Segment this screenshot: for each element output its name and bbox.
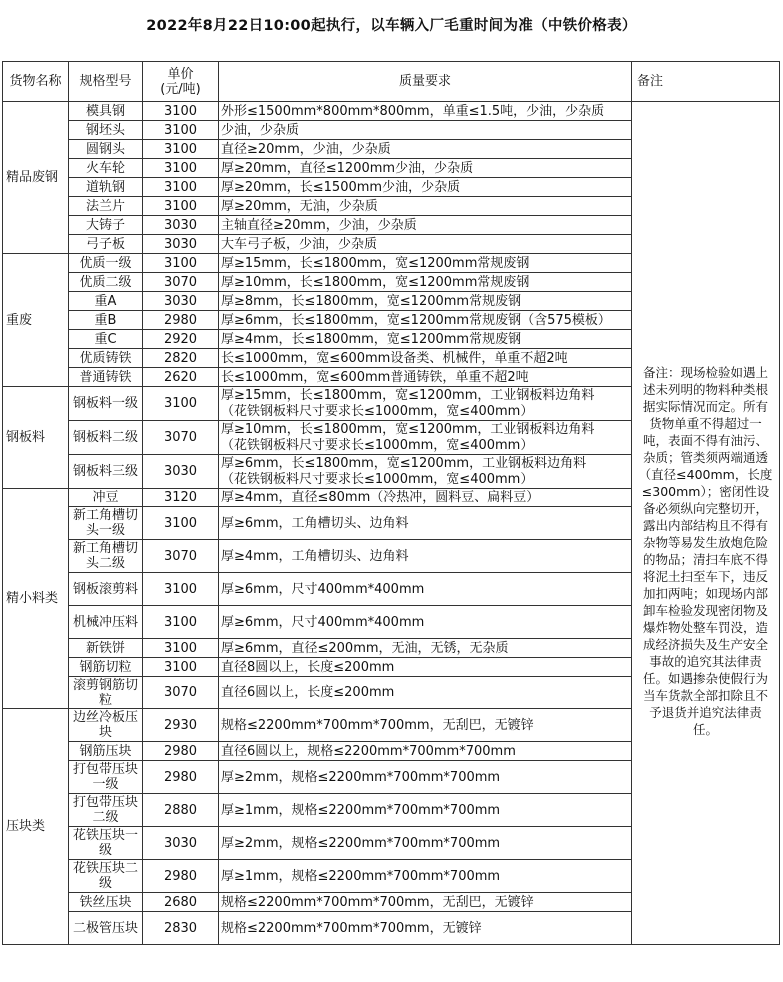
page-title: 2022年8月22日10:00起执行，以车辆入厂毛重时间为准（中铁价格表） [146,18,637,34]
spec-cell: 重A [69,292,143,311]
quality-cell: 规格≤2200mm*700mm*700mm，无镀锌 [219,912,632,945]
price-cell: 2980 [143,860,219,893]
quality-cell: 厚≥15mm，长≤1800mm，宽≤1200mm常规废钢 [219,254,632,273]
quality-cell: 直径6圆以上，长度≤200mm [219,677,632,709]
spec-cell: 边丝冷板压块 [69,709,143,742]
spec-cell: 新工角槽切头一级 [69,507,143,540]
quality-cell-note: （花铁钢板料尺寸要求长≤1000mm，宽≤400mm） [219,404,632,421]
spec-cell: 优质二级 [69,273,143,292]
category-cell: 钢板料 [3,387,69,489]
quality-cell: 主轴直径≥20mm，少油，少杂质 [219,216,632,235]
price-cell: 2880 [143,794,219,827]
quality-cell: 厚≥20mm，无油，少杂质 [219,197,632,216]
spec-cell: 钢板料三级 [69,455,143,489]
header-quality: 质量要求 [219,62,632,102]
spec-cell: 滚剪钢筋切粒 [69,677,143,709]
spec-cell: 大铸子 [69,216,143,235]
quality-cell-note: （花铁钢板料尺寸要求长≤1000mm，宽≤400mm） [219,438,632,455]
spec-cell: 重C [69,330,143,349]
spec-cell: 冲豆 [69,489,143,507]
header-goods-name: 货物名称 [3,62,69,102]
spec-cell: 优质铸铁 [69,349,143,368]
quality-cell: 厚≥2mm，规格≤2200mm*700mm*700mm [219,761,632,794]
price-cell: 2980 [143,761,219,794]
header-spec-model: 规格型号 [69,62,143,102]
spec-cell: 打包带压块二级 [69,794,143,827]
category-cell: 重废 [3,254,69,387]
quality-cell: 厚≥6mm，长≤1800mm，宽≤1200mm常规废钢（含575模板） [219,311,632,330]
quality-cell-note: （花铁钢板料尺寸要求长≤1000mm，宽≤400mm） [219,472,632,489]
price-cell: 3100 [143,102,219,121]
quality-cell: 少油，少杂质 [219,121,632,140]
price-cell: 2820 [143,349,219,368]
spec-cell: 新铁饼 [69,639,143,658]
quality-cell: 厚≥8mm，长≤1800mm，宽≤1200mm常规废钢 [219,292,632,311]
quality-cell: 厚≥2mm，规格≤2200mm*700mm*700mm [219,827,632,860]
remark-note: 备注：现场检验如遇上述未列明的物料种类根据实际情况而定。所有货物单重不得超过一吨，表面不得有油污、杂质；管类须两端通透（直径≤400mm，长度≤300mm）；密闭性设备必须纵向完整切开，露出内部结构且不得有杂物等易发生放炮危险的物品；清扫车底不得将泥土扫至车下，违反加扣两吨；如现场内部卸车检验发现密闭物及爆炸物处整车罚没，造成经济损失及生产安全事故的追究其法律责任。如遇掺杂使假行为当车货款全部扣除且不予退货并追究法律责任。 [632,102,780,945]
price-cell: 3030 [143,827,219,860]
spec-cell: 圆钢头 [69,140,143,159]
quality-cell: 大车弓子板，少油，少杂质 [219,235,632,254]
price-cell: 3120 [143,489,219,507]
price-cell: 2930 [143,709,219,742]
price-cell: 3100 [143,573,219,606]
price-cell: 2980 [143,311,219,330]
quality-cell: 规格≤2200mm*700mm*700mm，无刮巴，无镀锌 [219,893,632,912]
price-cell: 2620 [143,368,219,387]
spec-cell: 新工角槽切头二级 [69,540,143,573]
spec-cell: 弓子板 [69,235,143,254]
price-cell: 2830 [143,912,219,945]
price-cell: 3100 [143,159,219,178]
price-cell: 3070 [143,677,219,709]
spec-cell: 钢板料一级 [69,387,143,421]
price-cell: 2980 [143,742,219,761]
price-cell: 3100 [143,387,219,421]
price-cell: 3100 [143,658,219,677]
category-cell: 压块类 [3,709,69,945]
price-cell: 3100 [143,639,219,658]
spec-cell: 模具钢 [69,102,143,121]
quality-cell: 厚≥6mm，尺寸400mm*400mm [219,573,632,606]
header-remark: 备注 [632,62,780,102]
spec-cell: 火车轮 [69,159,143,178]
spec-cell: 道轨钢 [69,178,143,197]
spec-cell: 钢板滚剪料 [69,573,143,606]
quality-cell: 厚≥6mm，长≤1800mm，宽≤1200mm，工业钢板料边角料 [219,455,632,472]
quality-cell: 厚≥6mm，直径≤200mm，无油，无锈，无杂质 [219,639,632,658]
spec-cell: 重B [69,311,143,330]
quality-cell: 厚≥20mm，直径≤1200mm少油，少杂质 [219,159,632,178]
quality-cell: 直径8圆以上，长度≤200mm [219,658,632,677]
quality-cell: 厚≥10mm，长≤1800mm，宽≤1200mm，工业钢板料边角料 [219,421,632,438]
quality-cell: 直径6圆以上，规格≤2200mm*700mm*700mm [219,742,632,761]
price-cell: 2680 [143,893,219,912]
category-cell: 精品废钢 [3,102,69,254]
spec-cell: 普通铸铁 [69,368,143,387]
price-cell: 3030 [143,216,219,235]
quality-cell: 规格≤2200mm*700mm*700mm，无刮巴，无镀锌 [219,709,632,742]
quality-cell: 厚≥6mm，尺寸400mm*400mm [219,606,632,639]
spec-cell: 花铁压块一级 [69,827,143,860]
price-cell: 3100 [143,606,219,639]
quality-cell: 外形≤1500mm*800mm*800mm，单重≤1.5吨，少油，少杂质 [219,102,632,121]
spec-cell: 打包带压块一级 [69,761,143,794]
price-cell: 3030 [143,235,219,254]
price-cell: 3100 [143,197,219,216]
spec-cell: 钢坯头 [69,121,143,140]
price-cell: 3030 [143,292,219,311]
spec-cell: 花铁压块二级 [69,860,143,893]
quality-cell: 厚≥1mm，规格≤2200mm*700mm*700mm [219,860,632,893]
quality-cell: 长≤1000mm，宽≤600mm设备类、机械件，单重不超2吨 [219,349,632,368]
price-cell: 3100 [143,254,219,273]
quality-cell: 厚≥15mm，长≤1800mm，宽≤1200mm，工业钢板料边角料 [219,387,632,404]
spec-cell: 优质一级 [69,254,143,273]
price-cell: 3070 [143,421,219,455]
spec-cell: 机械冲压料 [69,606,143,639]
price-cell: 3070 [143,273,219,292]
category-cell: 精小料类 [3,489,69,709]
price-cell: 3030 [143,455,219,489]
price-table [2,61,780,945]
price-cell: 3100 [143,507,219,540]
quality-cell: 厚≥20mm，长≤1500mm少油，少杂质 [219,178,632,197]
spec-cell: 钢板料二级 [69,421,143,455]
price-cell: 3100 [143,178,219,197]
quality-cell: 厚≥6mm，工角槽切头、边角料 [219,507,632,540]
spec-cell: 钢筋切粒 [69,658,143,677]
quality-cell: 厚≥4mm，工角槽切头、边角料 [219,540,632,573]
quality-cell: 直径≥20mm，少油，少杂质 [219,140,632,159]
spec-cell: 法兰片 [69,197,143,216]
spec-cell: 钢筋压块 [69,742,143,761]
quality-cell: 厚≥1mm，规格≤2200mm*700mm*700mm [219,794,632,827]
spec-cell: 二极管压块 [69,912,143,945]
header-price: 单价 (元/吨) [143,62,219,102]
quality-cell: 厚≥10mm，长≤1800mm，宽≤1200mm常规废钢 [219,273,632,292]
price-cell: 3100 [143,121,219,140]
quality-cell: 厚≥4mm，直径≤80mm（冷热冲，圆料豆、扁料豆） [219,489,632,507]
price-cell: 2920 [143,330,219,349]
spec-cell: 铁丝压块 [69,893,143,912]
price-cell: 3070 [143,540,219,573]
quality-cell: 长≤1000mm，宽≤600mm普通铸铁，单重不超2吨 [219,368,632,387]
price-cell: 3100 [143,140,219,159]
quality-cell: 厚≥4mm，长≤1800mm，宽≤1200mm常规废钢 [219,330,632,349]
